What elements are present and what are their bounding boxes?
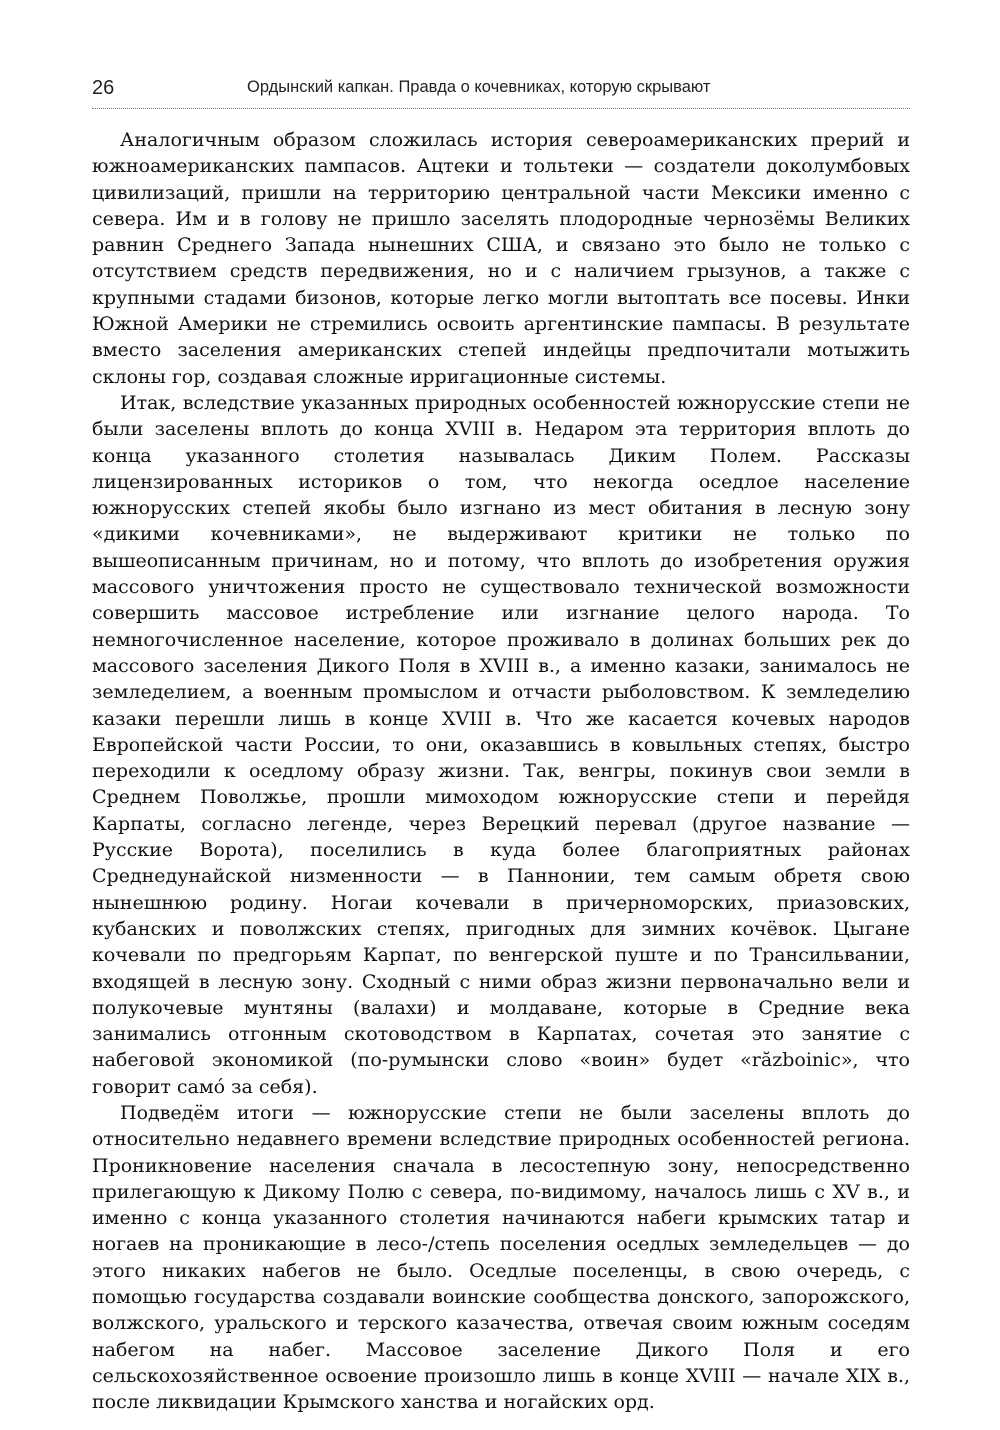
paragraph: Итак, вследствие указанных природных особенностей южнорусские степи не были заселены вплоть до конца XVIII в. Недаром эта территория вплоть до конца указанного столетия называлась Диким Полем. Рассказы лицензированных историков о том, что некогда оседлое население южнорусских степей якобы было изгнано из мест обитания в лесную зону «дикими кочевниками», не выдерживают критики не только по вышеописанным причинам, но и потому, что вплоть до изобретения оружия массового уничтожения просто не существовало технической возможности совершить массовое истребление или изгнание целого народа. То немногочисленное население, которое проживало в долинах больших рек до массового заселения Дикого Поля в XVIII в., а именно казаки, занималось не земледелием, а военным промыслом и отчасти рыболовством. К земледелию казаки перешли лишь в конце XVIII в. Что же касается кочевых народов Европейской части России, то они, оказавшись в ковыльных степях, быстро переходили к оседлому образу жизни. Так, венгры, покинув свои земли в Среднем Поволжье, прошли мимоходом южнорусские степи и перейдя Карпаты, согласно легенде, через Верецкий перевал (другое название — Русские Ворота), поселились в куда более благоприятных районах Среднедунайской низменности — в Паннонии, тем самым обретя свою нынешнюю родину. Ногаи кочевали в причерноморских, приазовских, кубанских и поволжских степях, пригодных для зимних кочёвок. Цыгане кочевали по предгорьям Карпат, по венгерской пуште и по Трансильвании, входящей в лесную зону. Сходный с ними образ жизни первоначально вели и полукочевые мунтяны (валахи) и молдаване, которые в Средние века занимались отгонным скотоводством в Карпатах, сочетая это занятие с набеговой экономикой (по-румынски слово «воин» будет «războinic», что говорит само́ за себя). — [92, 391, 910, 1098]
page-header — [92, 74, 910, 109]
running-title: Ордынский капкан. Правда о кочевниках, которую скрывают — [247, 78, 711, 96]
paragraph: Аналогичным образом сложилась история североамериканских прерий и южноамериканских пампасов. Ацтеки и тольтеки — создатели доколумбовых цивилизаций, пришли на территорию центральной части Мексики именно с севера. Им и в голову не пришло заселять плодородные чернозёмы Великих равнин Среднего Запада нынешних США, и связано это было не только с отсутствием средств передвижения, но и с наличием грызунов, а также с крупными стадами бизонов, которые легко могли вытоптать все посевы. Инки Южной Америки не стремились освоить аргентинские пампасы. В результате вместо заселения американских степей индейцы предпочитали мотыжить склоны гор, создавая сложные ирригационные системы. — [92, 129, 910, 388]
paragraph: Подведём итоги — южнорусские степи не были заселены вплоть до относительно недавнего времени вследствие природных особенностей региона. Проникновение населения сначала в лесостепную зону, непосредственно прилегающую к Дикому Полю с севера, по-видимому, началось лишь с XV в., и именно с конца указанного столетия начинаются набеги крымских татар и ногаев на проникающие в лесо-/степь поселения оседлых земледельцев — до этого никаких набегов не было. Оседлые поселенцы, в свою очередь, с помощью государства создавали воинские сообщества донского, запорожского, волжского, уральского и терского казачества, отвечая своим южным соседям набегом на набег. Массовое заселение Дикого Поля и его сельскохозяйственное освоение произошло лишь в конце XVIII — начале XIX в., после ликвидации Крымского ханства и ногайских орд. — [92, 1101, 910, 1414]
body-text — [92, 127, 910, 1416]
page-number: 26 — [92, 77, 115, 99]
